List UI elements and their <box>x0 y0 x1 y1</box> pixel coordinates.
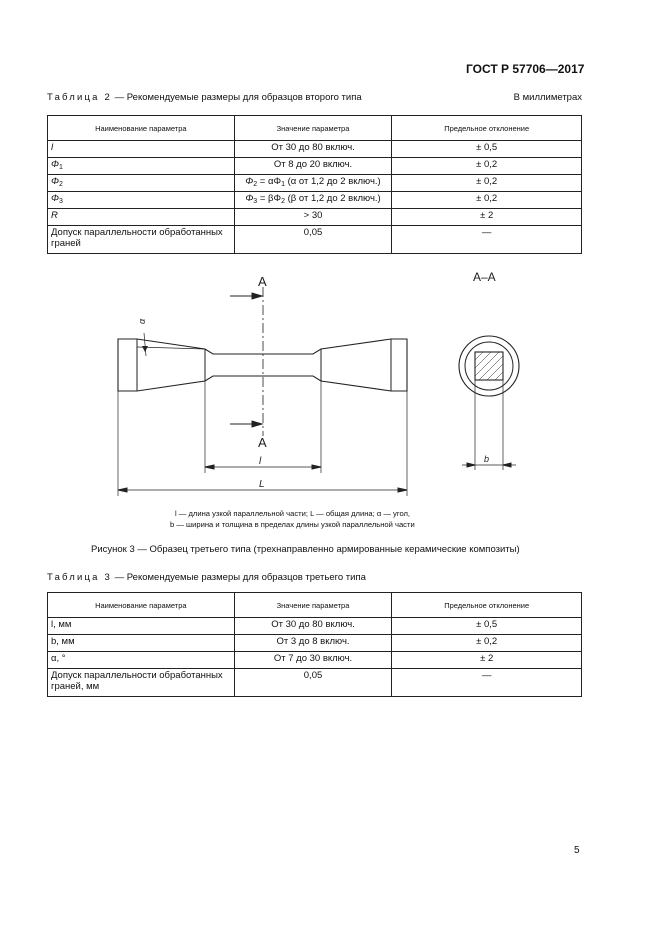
param-value: От 7 до 30 включ. <box>234 652 392 669</box>
param-value: От 30 до 80 включ. <box>234 618 392 635</box>
param-value: От 30 до 80 включ. <box>234 141 392 158</box>
param-name: Допуск параллельности обработанных граней, мм <box>48 669 235 697</box>
param-tol: ± 0,5 <box>392 141 582 158</box>
table3-caption <box>47 572 366 583</box>
param-tol: ± 2 <box>392 652 582 669</box>
param-name: $\Phi_2$ <box>48 175 235 192</box>
param-name: Допуск параллельности обработанных граней <box>48 226 235 254</box>
table2-units: В миллиметрах <box>513 92 582 103</box>
section-title: А–А <box>473 270 496 284</box>
table3 <box>47 592 582 697</box>
table3-col-value: Значение параметра <box>234 593 392 618</box>
specimen-drawing <box>0 260 661 540</box>
table-row <box>48 192 582 209</box>
table3-title: — Рекомендуемые размеры для образцов третьего типа <box>114 572 366 583</box>
table-row <box>48 226 582 254</box>
param-value: 0,05 <box>234 226 392 254</box>
page-number: 5 <box>574 845 580 856</box>
alpha-label: α <box>137 318 147 324</box>
param-value: $\Phi_3 = \beta\Phi_2$ (β от 1,2 до 2 включ.) <box>234 192 392 209</box>
param-tol: ± 0,2 <box>392 192 582 209</box>
param-tol: ± 2 <box>392 209 582 226</box>
param-value: От 8 до 20 включ. <box>234 158 392 175</box>
standard-code: ГОСТ Р 57706—2017 <box>466 62 585 76</box>
param-name: b, мм <box>48 635 235 652</box>
table2-col-value: Значение параметра <box>234 116 392 141</box>
table-row <box>48 209 582 226</box>
table3-label: Таблица 3 <box>47 572 112 583</box>
param-tol: ± 0,2 <box>392 635 582 652</box>
table-row <box>48 635 582 652</box>
section-mark-top: А <box>258 274 267 289</box>
table2-col-tol: Предельное отклонение <box>392 116 582 141</box>
param-name: $\Phi_1$ <box>48 158 235 175</box>
table-row <box>48 669 582 697</box>
param-name: l, мм <box>48 618 235 635</box>
param-tol: — <box>392 669 582 697</box>
param-tol: — <box>392 226 582 254</box>
table2-title: — Рекомендуемые размеры для образцов второго типа <box>114 92 362 103</box>
table-row <box>48 141 582 158</box>
table-row <box>48 652 582 669</box>
dim-L-label: L <box>259 479 265 490</box>
param-name: α, ° <box>48 652 235 669</box>
param-value: От 3 до 8 включ. <box>234 635 392 652</box>
table3-col-tol: Предельное отклонение <box>392 593 582 618</box>
table2-caption <box>47 92 362 103</box>
param-name: $\Phi_3$ <box>48 192 235 209</box>
param-value: > 30 <box>234 209 392 226</box>
param-tol: ± 0,5 <box>392 618 582 635</box>
table2-label: Таблица 2 <box>47 92 112 103</box>
param-value: 0,05 <box>234 669 392 697</box>
param-value: $\Phi_2 = \alpha\Phi_1$ (α от 1,2 до 2 включ.) <box>234 175 392 192</box>
table2-header-row <box>48 116 582 141</box>
figure-caption: Рисунок 3 — Образец третьего типа (трехнаправленно армированные керамические композиты) <box>91 544 520 555</box>
dim-l-label: l <box>259 456 262 467</box>
table-row <box>48 618 582 635</box>
table2-col-name: Наименование параметра <box>48 116 235 141</box>
table3-col-name: Наименование параметра <box>48 593 235 618</box>
table-row <box>48 175 582 192</box>
param-tol: ± 0,2 <box>392 175 582 192</box>
dim-b-label: b <box>484 454 490 464</box>
table-row <box>48 158 582 175</box>
figure-legend-line1: l — длина узкой параллельной части; L — общая длина; α — угол, <box>175 509 411 518</box>
figure-legend-line2: b — ширина и толщина в пределах длины узкой параллельной части <box>170 520 415 529</box>
param-name: R <box>51 210 58 221</box>
section-mark-bottom: А <box>258 435 267 450</box>
table3-header-row <box>48 593 582 618</box>
param-tol: ± 0,2 <box>392 158 582 175</box>
param-name: l <box>51 142 54 153</box>
table2 <box>47 115 582 254</box>
